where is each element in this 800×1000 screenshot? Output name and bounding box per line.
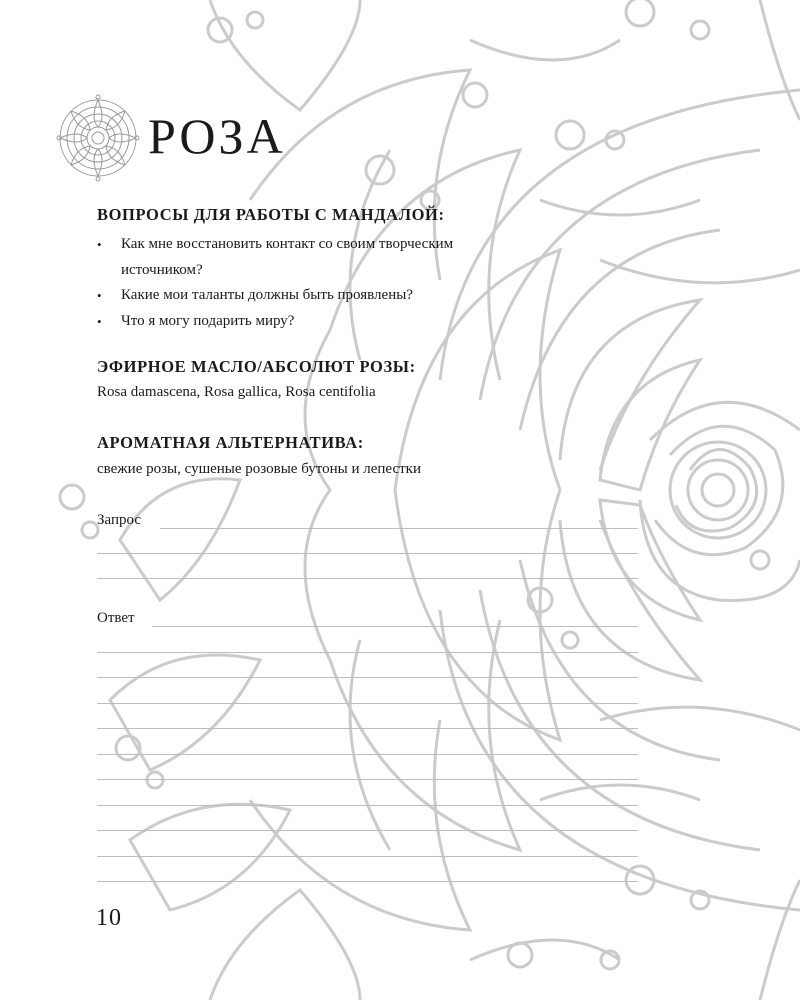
answer-writing-line[interactable] <box>97 881 638 882</box>
questions-list <box>97 232 517 334</box>
answer-writing-line[interactable] <box>97 856 638 857</box>
answer-writing-line[interactable] <box>97 677 638 678</box>
question-text: Какие мои таланты должны быть проявлены? <box>121 287 413 303</box>
answer-writing-line[interactable] <box>97 805 638 806</box>
answer-label: Ответ <box>97 610 135 626</box>
query-writing-line[interactable] <box>160 528 638 529</box>
query-writing-line[interactable] <box>97 578 638 579</box>
question-text: Как мне восстановить контакт со своим творческим источником? <box>121 236 454 278</box>
answer-writing-line[interactable] <box>97 830 638 831</box>
answer-writing-line[interactable] <box>97 652 638 653</box>
list-item <box>97 283 517 309</box>
answer-writing-line[interactable] <box>152 626 638 627</box>
essential-oil-text: Rosa damascena, Rosa gallica, Rosa centifolia <box>97 384 376 400</box>
questions-heading: ВОПРОСЫ ДЛЯ РАБОТЫ С МАНДАЛОЙ: <box>97 205 445 224</box>
bullet-icon: • <box>97 313 102 329</box>
aroma-alternative-heading: АРОМАТНАЯ АЛЬТЕРНАТИВА: <box>97 433 364 452</box>
query-writing-line[interactable] <box>97 553 638 554</box>
answer-writing-line[interactable] <box>97 728 638 729</box>
bullet-icon: • <box>97 237 102 252</box>
answer-writing-line[interactable] <box>97 754 638 755</box>
list-item <box>97 309 517 335</box>
question-text: Что я могу подарить миру? <box>121 312 295 329</box>
list-item <box>97 232 517 283</box>
mandala-icon <box>56 92 140 184</box>
query-label: Запрос <box>97 512 142 528</box>
page-number: 10 <box>96 905 122 931</box>
answer-writing-line[interactable] <box>97 703 638 704</box>
bullet-icon: • <box>97 288 102 303</box>
answer-writing-line[interactable] <box>97 779 638 780</box>
aroma-alternative-text: свежие розы, сушеные розовые бутоны и лепестки <box>97 461 421 477</box>
page-title: РОЗА <box>148 108 286 164</box>
essential-oil-heading: ЭФИРНОЕ МАСЛО/АБСОЛЮТ РОЗЫ: <box>97 357 416 376</box>
